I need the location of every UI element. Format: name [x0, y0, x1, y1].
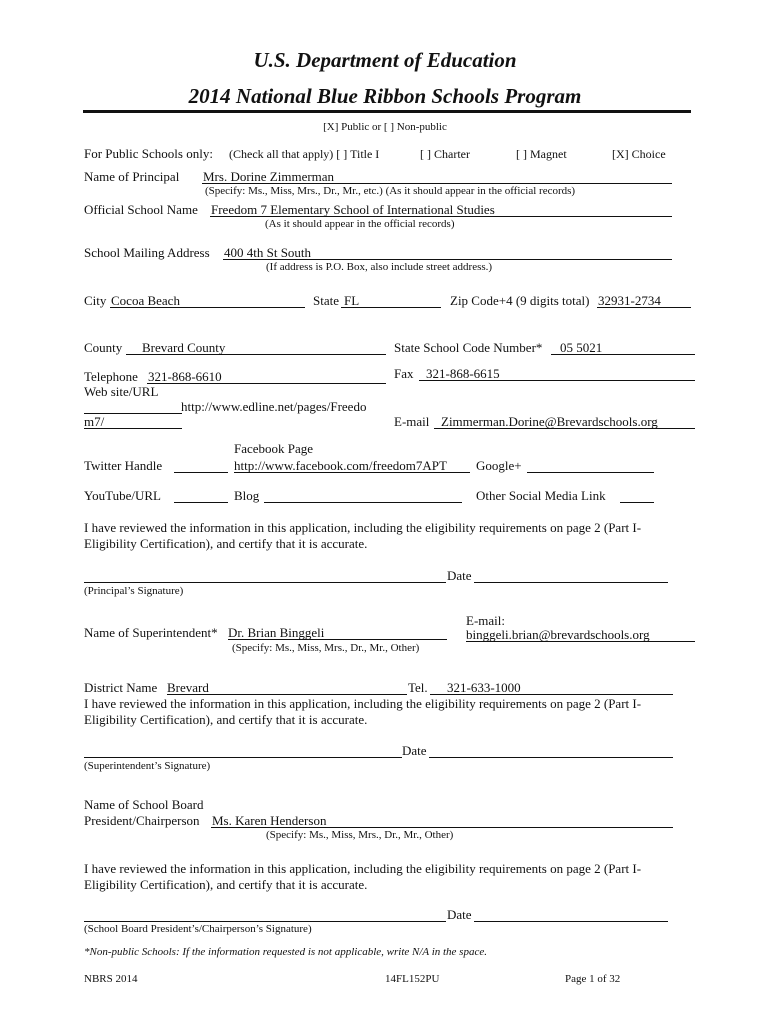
superintendent-date-field[interactable]: [429, 757, 673, 758]
principal-hint: (Specify: Ms., Miss, Mrs., Dr., Mr., etc.) (As it should appear in the official records): [205, 185, 576, 197]
youtube-label: YouTube/URL: [84, 488, 161, 503]
public-or-nonpublic: [X] Public or [ ] Non-public: [323, 121, 447, 133]
city-label: City: [84, 293, 107, 308]
blog-label: Blog: [234, 488, 260, 503]
state-code-label: State School Code Number*: [394, 340, 543, 355]
principal-label: Name of Principal: [84, 169, 180, 184]
fax-field[interactable]: 321-868-6615: [426, 366, 500, 381]
footer-center: 14FL152PU: [385, 973, 440, 985]
twitter-field[interactable]: [174, 472, 228, 473]
google-label: Google+: [476, 458, 522, 473]
header-rule: [83, 110, 691, 113]
principal-certify-line-1: I have reviewed the information in this application, including the eligibility requirements on page 2 (Part I-: [84, 520, 642, 535]
board-certify-line-2: Eligibility Certification), and certify that it is accurate.: [84, 877, 368, 892]
footer-left: NBRS 2014: [84, 973, 138, 985]
website-field-line-1[interactable]: http://www.edline.net/pages/Freedo: [181, 399, 367, 414]
zip-field[interactable]: 32931-2734: [598, 293, 661, 308]
check-magnet[interactable]: [ ] Magnet: [516, 147, 567, 161]
title-line-2: 2014 National Blue Ribbon Schools Program: [188, 84, 582, 108]
mailing-label: School Mailing Address: [84, 245, 210, 260]
principal-signature-caption: (Principal’s Signature): [84, 585, 184, 597]
state-code-field[interactable]: 05 5021: [560, 340, 603, 355]
district-field[interactable]: Brevard: [167, 680, 209, 695]
email-label: E-mail: [394, 414, 430, 429]
youtube-field[interactable]: [174, 502, 228, 503]
state-field[interactable]: FL: [344, 293, 360, 308]
board-signature-line[interactable]: [84, 921, 446, 922]
mailing-field[interactable]: 400 4th St South: [224, 245, 312, 260]
district-tel-field[interactable]: 321-633-1000: [447, 680, 521, 695]
superintendent-certify-line-2: Eligibility Certification), and certify that it is accurate.: [84, 712, 368, 727]
school-name-hint: (As it should appear in the official records): [265, 218, 455, 230]
superintendent-certify-line-1: I have reviewed the information in this application, including the eligibility requirements on page 2 (Part I-: [84, 696, 642, 711]
fax-label: Fax: [394, 366, 414, 381]
board-label-line-1: Name of School Board: [84, 797, 204, 812]
superintendent-date-label: Date: [402, 743, 427, 758]
principal-date-field[interactable]: [474, 582, 668, 583]
other-social-label: Other Social Media Link: [476, 488, 606, 503]
principal-certify-line-2: Eligibility Certification), and certify that it is accurate.: [84, 536, 368, 551]
check-title-i[interactable]: (Check all that apply) [ ] Title I: [229, 147, 380, 161]
check-charter[interactable]: [ ] Charter: [420, 147, 470, 161]
district-tel-label: Tel.: [408, 680, 428, 695]
board-date-label: Date: [447, 907, 472, 922]
email-field[interactable]: Zimmerman.Dorine@Brevardschools.org: [441, 414, 658, 429]
superintendent-signature-caption: (Superintendent’s Signature): [84, 760, 211, 772]
school-name-label: Official School Name: [84, 202, 198, 217]
board-date-field[interactable]: [474, 921, 668, 922]
city-field[interactable]: Cocoa Beach: [111, 293, 180, 308]
superintendent-signature-line[interactable]: [84, 757, 402, 758]
board-certify-line-1: I have reviewed the information in this application, including the eligibility requirements on page 2 (Part I-: [84, 861, 642, 876]
principal-signature-line[interactable]: [84, 582, 446, 583]
state-label: State: [313, 293, 339, 308]
footer-page-number: Page 1 of 32: [565, 973, 621, 985]
superintendent-hint: (Specify: Ms., Miss, Mrs., Dr., Mr., Other): [232, 642, 420, 654]
superintendent-label: Name of Superintendent*: [84, 625, 218, 640]
website-label: Web site/URL: [84, 384, 159, 399]
blog-field[interactable]: [264, 502, 462, 503]
principal-date-label: Date: [447, 568, 472, 583]
superintendent-email-field[interactable]: binggeli.brian@brevardschools.org: [466, 627, 650, 642]
telephone-field[interactable]: 321-868-6610: [148, 369, 222, 384]
facebook-field[interactable]: http://www.facebook.com/freedom7APT: [234, 458, 447, 473]
principal-name-field[interactable]: Mrs. Dorine Zimmerman: [203, 169, 335, 184]
other-social-field[interactable]: [620, 502, 654, 503]
board-label-line-2: President/Chairperson: [84, 813, 200, 828]
school-name-field[interactable]: Freedom 7 Elementary School of International Studies: [211, 202, 495, 217]
non-public-footnote: *Non-public Schools: If the information requested is not applicable, write N/A in the space.: [84, 946, 487, 958]
website-field-line-2[interactable]: m7/: [84, 414, 105, 429]
county-field[interactable]: Brevard County: [142, 340, 226, 355]
check-choice[interactable]: [X] Choice: [612, 147, 666, 161]
twitter-label: Twitter Handle: [84, 458, 163, 473]
title-line-1: U.S. Department of Education: [253, 48, 517, 72]
superintendent-field[interactable]: Dr. Brian Binggeli: [228, 625, 325, 640]
zip-label: Zip Code+4 (9 digits total): [450, 293, 590, 308]
telephone-label: Telephone: [84, 369, 138, 384]
board-field[interactable]: Ms. Karen Henderson: [212, 813, 327, 828]
google-field[interactable]: [527, 472, 654, 473]
board-signature-caption: (School Board President’s/Chairperson’s Signature): [84, 923, 312, 935]
superintendent-email-label: E-mail:: [466, 613, 505, 628]
mailing-hint: (If address is P.O. Box, also include street address.): [266, 261, 493, 273]
public-only-label: For Public Schools only:: [84, 146, 213, 161]
facebook-label: Facebook Page: [234, 441, 314, 456]
board-hint: (Specify: Ms., Miss, Mrs., Dr., Mr., Other): [266, 829, 454, 841]
district-label: District Name: [84, 680, 158, 695]
county-label: County: [84, 340, 123, 355]
